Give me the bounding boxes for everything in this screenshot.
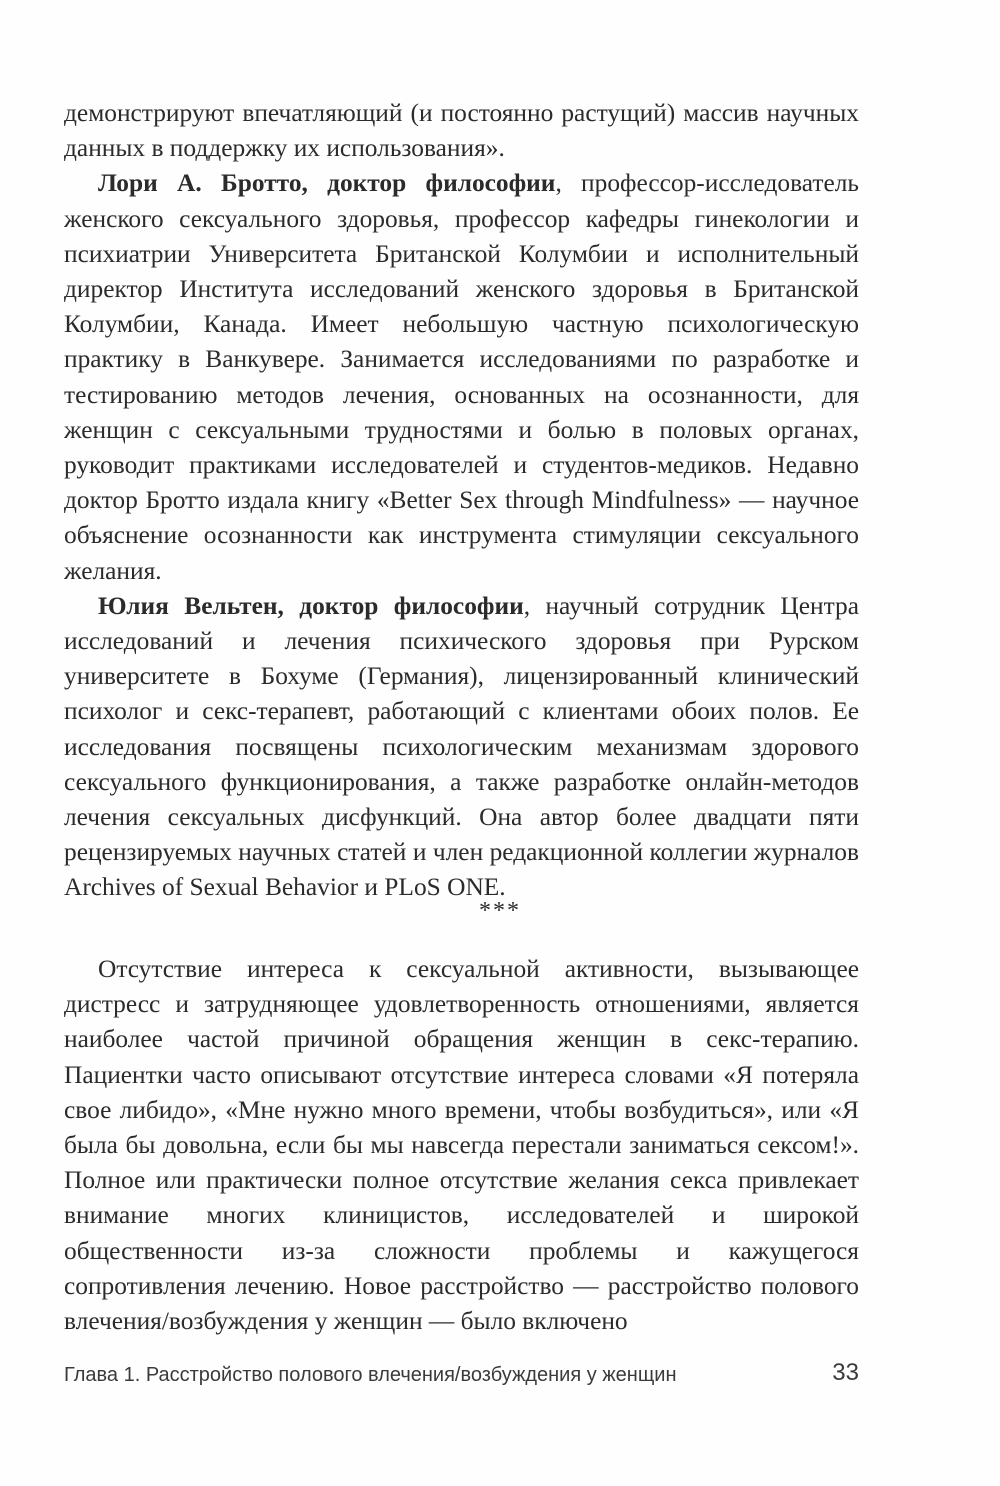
author-bios-section [64, 96, 859, 906]
section-separator: *** [479, 898, 521, 924]
paragraph-text: демонстрируют впечатляющий (и постоянно растущий) массив научных данных в поддержку их использования». [64, 99, 859, 163]
paragraph-text: , научный сотрудник Центра исследований и лечения психического здоровья при Рурском университете в Бохуме (Германия), лицензированный клинический психолог и секс-терапевт, работающий с клиентами обоих полов. Ее исследования посвящены психологическим механизмам здорового сексуального функционирования, а также разработке онлайн-методов лечения сексуальных дисфункций. Она автор более двадцати пяти рецензируемых научных статей и член редакционной коллегии журналов Archives of Sexual Behavior и PLoS ONE. [64, 591, 859, 902]
chapter-body-section [64, 952, 859, 1339]
paragraph-chapter-intro: Отсутствие интереса к сексуальной активности, вызывающее дистресс и затрудняющее удовлетворенность отношениями, является наиболее частой причиной обращения женщин в секс-терапию. Пациентки часто описывают отсутствие интереса словами «Я потеряла свое либидо», «Мне нужно много времени, чтобы возбудиться», или «Я была бы довольна, если бы мы навсегда перестали заниматься сексом!». Полное или практически полное отсутствие желания секса привлекает внимание многих клиницистов, исследователей и широкой общественности из-за сложности проблемы и кажущегося сопротивления лечению. Новое расстройство — расстройство полового влечения/возбуждения у женщин — было включено [64, 955, 859, 1336]
paragraph-bio-brotto [64, 166, 859, 588]
author-name-brotto: Лори А. Бротто, доктор философии [98, 169, 556, 198]
paragraph-intro-continuation [64, 96, 859, 166]
paragraph-text: , профессор-исследователь женского сексуального здоровья, профессор кафедры гинекологии и психиатрии Университета Британской Колумбии и исполнительный директор Института исследований женского здоровья в Британской Колумбии, Канада. Имеет небольшую частную психологическую практику в Ванкувере. Занимается исследованиями по разработке и тестированию методов лечения, основанных на осознанности, для женщин с сексуальными трудностями и болью в половых органах, руководит практиками исследователей и студентов-медиков. Недавно доктор Бротто издала книгу «Better Sex through Mindfulness» — научное объяснение осознанности как инструмента стимуляции сексуального желания. [64, 169, 859, 585]
running-chapter-title: Глава 1. Расстройство полового влечения/возбуждения у женщин [64, 1364, 677, 1386]
page-number: 33 [832, 1359, 859, 1386]
author-name-velten: Юлия Вельтен, доктор философии [98, 591, 524, 620]
paragraph-bio-velten [64, 589, 859, 906]
page-footer [64, 1357, 859, 1393]
